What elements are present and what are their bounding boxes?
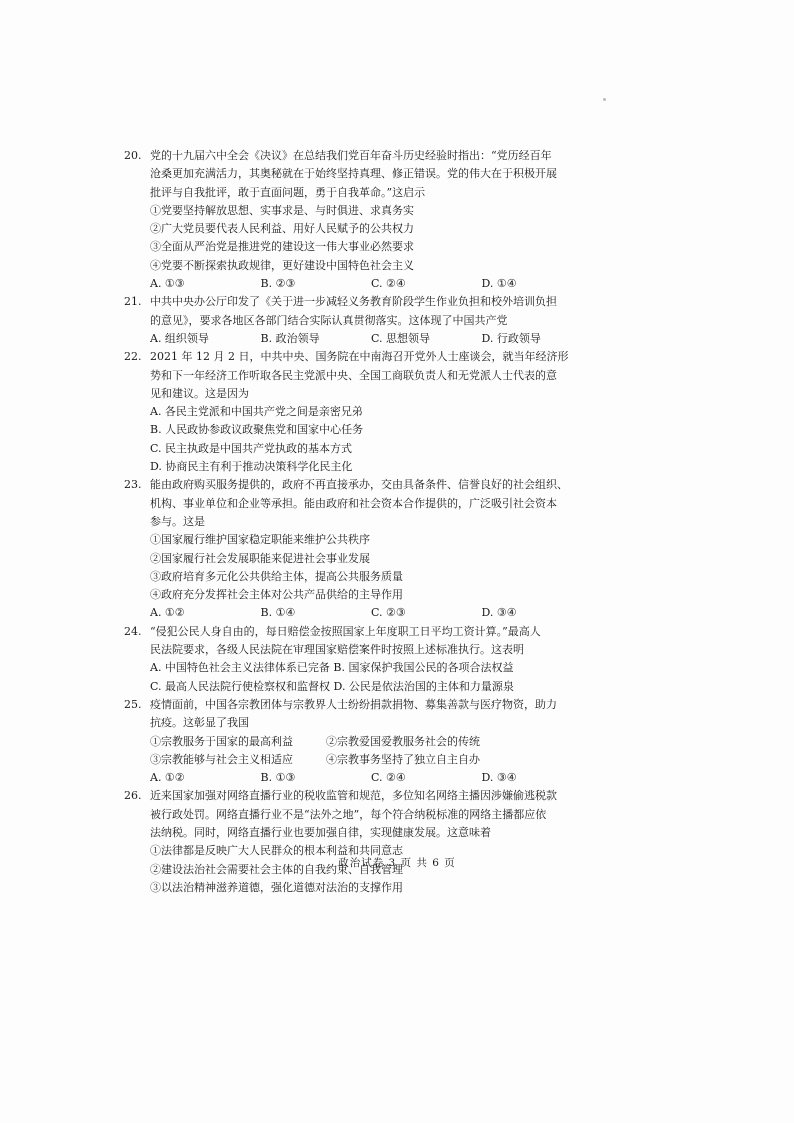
question-26 [124,787,592,897]
question-25 [124,696,592,787]
stem-line: 抗疫。这彰显了我国 [150,716,249,730]
question-number: 20. [124,149,142,162]
answer-options [150,275,592,293]
option-c: C. ②④ [371,771,406,785]
question-list [124,147,592,897]
option-row-cd: C. 最高人民法院行使检察权和监督权 D. 公民是依法治国的主体和力量源泉 [150,679,514,693]
stem-line: 被行政处罚。网络直播行业不是“法外之地”，每个符合纳税标准的网络主播都应依 [150,807,547,821]
option-a: A. 各民主党派和中国共产党之间是亲密兄弟 [150,405,363,419]
statement: ①党要坚持解放思想、实事求是、与时俱进、求真务实 [150,203,414,217]
answer-options [150,769,592,787]
option-d: D. ③④ [481,606,517,620]
question-22 [124,348,592,476]
stem-line: 机构、事业单位和企业等承担。能由政府和社会资本合作提供的，广泛吸引社会资本 [150,496,557,510]
stem-line: 势和下一年经济工作听取各民主党派中央、全国工商联负责人和无党派人士代表的意 [150,368,557,382]
question-24 [124,623,592,696]
stem-line: 的意见》，要求各地区各部门结合实际认真贯彻落实。这体现了中国共产党 [150,313,508,327]
stem-line: 民法院要求，各级人民法院在审理国家赔偿案件时按照上述标准执行。这表明 [150,643,524,657]
option-a: A. ①② [150,606,185,620]
option-d: D. ③④ [481,771,517,785]
stem-line: 中共中央办公厅印发了《关于进一步减轻义务教育阶段学生作业负担和校外培训负担 [150,295,557,309]
option-c: C. 思想领导 [371,331,431,345]
question-number: 25. [124,697,142,711]
statement-row [150,751,592,769]
statement: ③宗教能够与社会主义相适应 [150,752,293,766]
statement: ④政府充分发挥社会主体对公共产品供给的主导作用 [150,588,403,602]
option-c: C. 民主执政是中国共产党执政的基本方式 [150,441,353,455]
stem-line: 参与。这是 [150,514,205,528]
statement: ①法律都是反映广大人民群众的根本利益和共同意志 [150,844,403,858]
stem-line: 批评与自我批评，敢于直面问题，勇于自我革命。”这启示 [150,185,426,199]
option-d: D. 协商民主有利于推动决策科学化民主化 [150,460,353,474]
question-number: 26. [124,789,142,803]
stem-line: 2021 年 12 月 2 日，中共中央、国务院在中南海召开党外人士座谈会，就当年经济形 [150,350,569,364]
statement: ③政府培育多元化公共供给主体，提高公共服务质量 [150,569,403,583]
page-footer: 政治试卷 3 页 共 6 页 [338,857,456,869]
option-a: A. ①② [150,771,185,785]
stem-line: 能由政府购买服务提供的，政府不再直接承办，交由具备条件、信誉良好的社会组织、 [150,478,568,492]
option-d: D. 行政领导 [481,331,541,345]
question-number: 24. [124,624,142,638]
option-b: B. ①④ [260,606,296,620]
option-row-ab: A. 中国特色社会主义法律体系已完备 B. 国家保护我国公民的各项合法权益 [150,661,514,675]
scan-speck [603,98,606,101]
question-23 [124,476,592,622]
statement: ④宗教事务坚持了独立自主自办 [326,752,480,766]
stem-line: 党的十九届六中全会《决议》在总结我们党百年奋斗历史经验时指出：“党历经百年 [150,149,552,162]
statement: ④党要不断探索执政规律，更好建设中国特色社会主义 [150,258,414,272]
option-b: B. ①③ [260,771,296,785]
stem-line: 沧桑更加充满活力，其奥秘就在于始终坚持真理、修正错误。党的伟大在于积极开展 [150,167,557,181]
statement-row [150,733,592,751]
stem-line: 法纳税。同时，网络直播行业也要加强自律，实现健康发展。这意味着 [150,825,491,839]
stem-line: 见和建议。这是因为 [150,386,249,400]
option-d: D. ①④ [481,277,517,291]
option-b: B. 政治领导 [260,331,320,345]
stem-line: “侵犯公民人身自由的，每日赔偿金按照国家上年度职工日平均工资计算。”最高人 [150,624,541,638]
statement: ②国家履行社会发展职能来促进社会事业发展 [150,551,370,565]
statement: ②宗教爱国爱教服务社会的传统 [326,734,480,748]
option-a: A. 组织领导 [150,331,209,345]
statement: ②广大党员要代表人民利益、用好人民赋予的公共权力 [150,222,414,236]
option-b: B. ②③ [260,277,296,291]
question-21 [124,293,592,348]
option-a: A. ①③ [150,277,185,291]
question-20 [124,147,592,293]
statement: ②建设法治社会需要社会主体的自我约束、自我管理 [150,862,403,876]
option-b: B. 人民政协参政议政聚焦党和国家中心任务 [150,423,364,437]
question-number: 23. [124,478,142,492]
stem-line: 疫情面前，中国各宗教团体与宗教界人士纷纷捐款捐物、募集善款与医疗物资，助力 [150,697,557,711]
answer-options [150,330,592,348]
statement: ①国家履行维护国家稳定职能来维护公共秩序 [150,533,370,547]
question-number: 22. [124,350,142,364]
option-c: C. ②④ [371,277,406,291]
option-c: C. ②③ [371,606,406,620]
stem-line: 近来国家加强对网络直播行业的税收监管和规范，多位知名网络主播因涉嫌偷逃税款 [150,789,557,803]
question-number: 21. [124,295,142,309]
statement: ③全面从严治党是推进党的建设这一伟大事业必然要求 [150,240,414,254]
statement: ①宗教服务于国家的最高利益 [150,734,293,748]
answer-options [150,604,592,622]
statement: ③以法治精神滋养道德，强化道德对法治的支撑作用 [150,880,403,894]
